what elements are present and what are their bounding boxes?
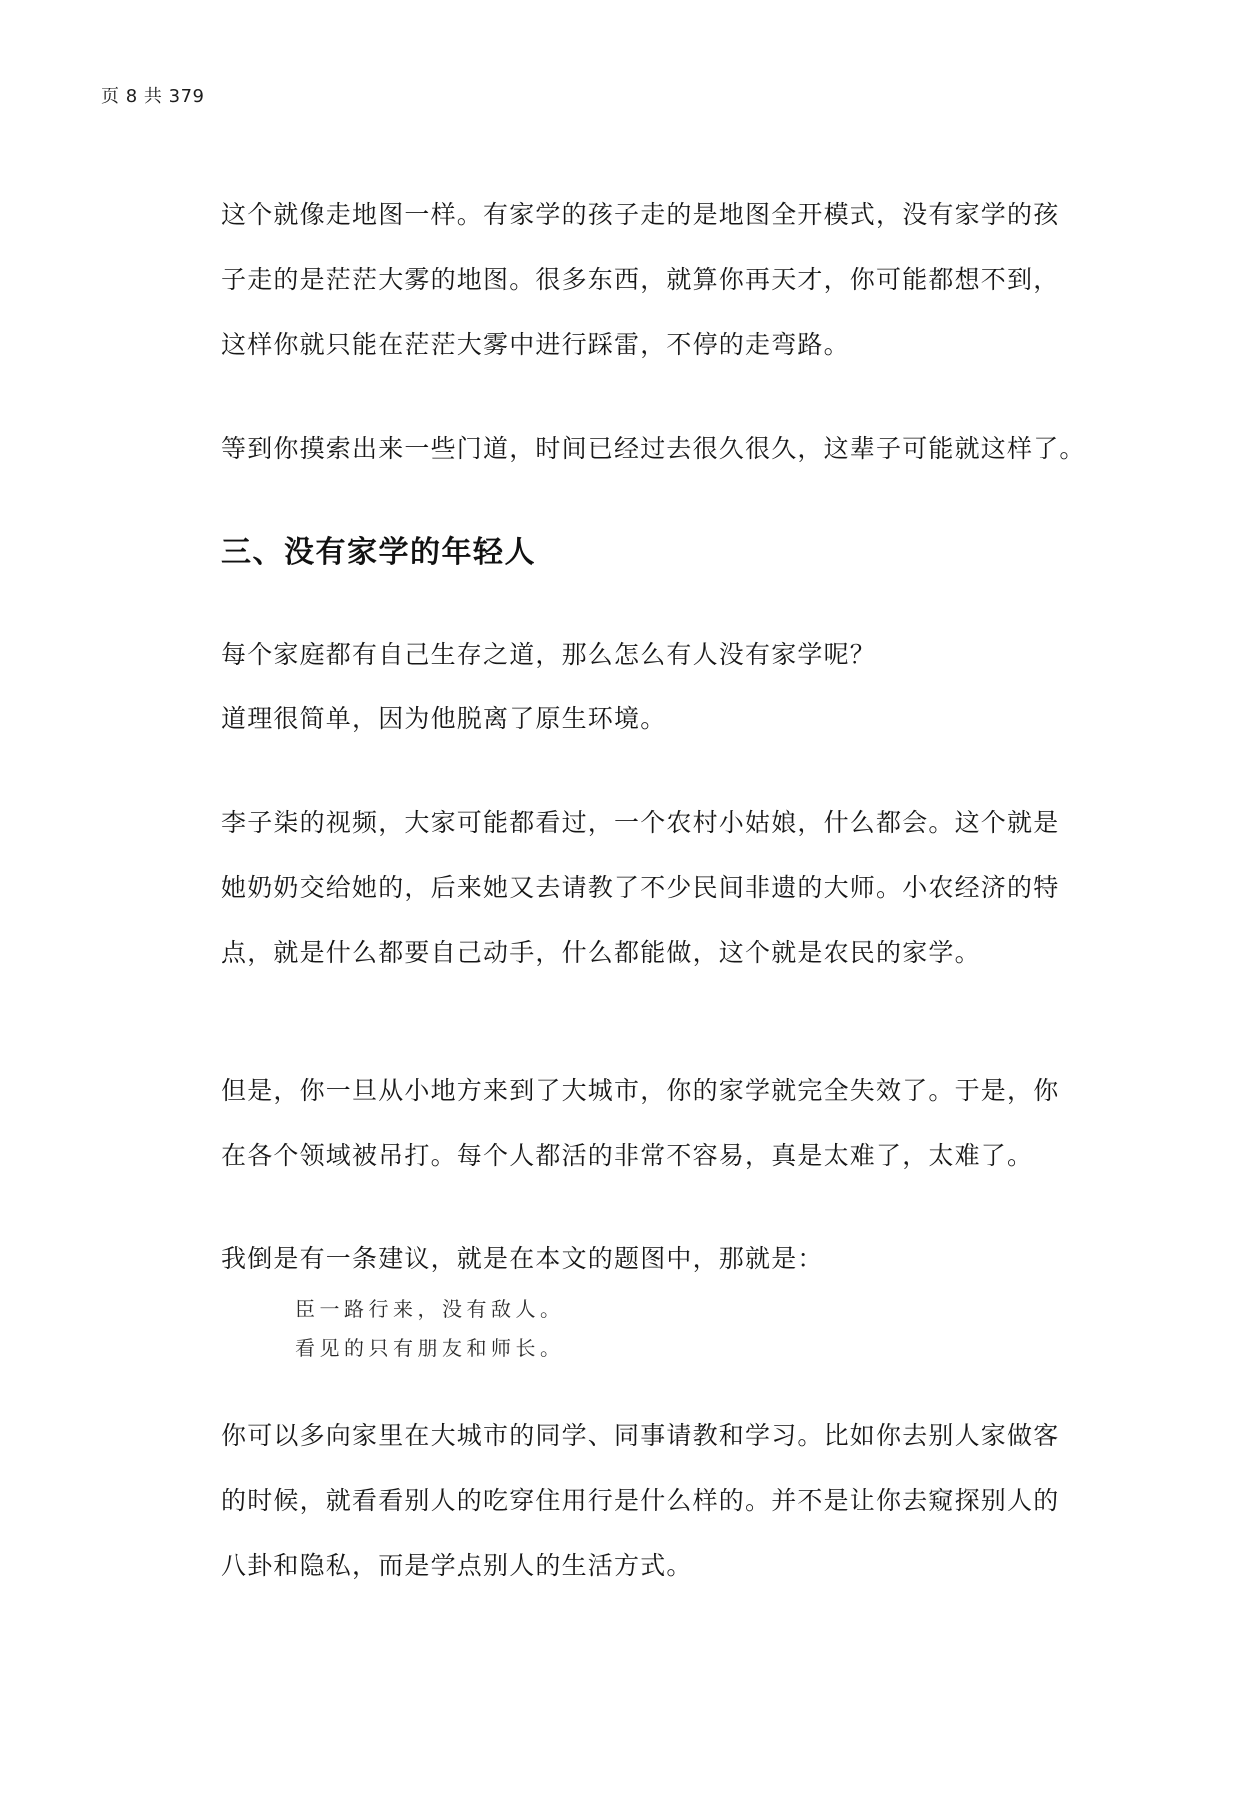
paragraph-line: 八卦和隐私，而是学点别人的生活方式。: [221, 1551, 693, 1580]
block-quote: [295, 1290, 565, 1368]
paragraph-line: 李子柒的视频，大家可能都看过，一个农村小姑娘，什么都会。这个就是: [221, 808, 1060, 837]
paragraph-li-ziqi-example: [221, 790, 1059, 985]
paragraph-line: 点，就是什么都要自己动手，什么都能做，这个就是农民的家学。: [221, 938, 981, 967]
page-number-label: 页 8 共 379: [101, 86, 205, 107]
quote-line: 看见的只有朋友和师长。: [295, 1336, 565, 1360]
paragraph-line: 这个就像走地图一样。有家学的孩子走的是地图全开模式，没有家学的孩: [221, 200, 1060, 229]
paragraph-line: 她奶奶交给她的，后来她又去请教了不少民间非遗的大师。小农经济的特: [221, 873, 1060, 902]
paragraph-line: 每个家庭都有自己生存之道，那么怎么有人没有家学呢？: [221, 640, 877, 669]
paragraph-big-city: [221, 1058, 1059, 1188]
paragraph-time-passed: [221, 416, 1086, 481]
paragraph-learn-from-others: [221, 1403, 1059, 1598]
paragraph-line: 的时候，就看看别人的吃穿住用行是什么样的。并不是让你去窥探别人的: [221, 1486, 1060, 1515]
paragraph-line: 道理很简单，因为他脱离了原生环境。: [221, 704, 667, 733]
paragraph-line: 你可以多向家里在大城市的同学、同事请教和学习。比如你去别人家做客: [221, 1421, 1060, 1450]
paragraph-line: 这样你就只能在茫茫大雾中进行踩雷，不停的走弯路。: [221, 330, 850, 359]
paragraph-suggestion-intro: [221, 1226, 824, 1291]
paragraph-map-analogy: [221, 182, 1059, 377]
paragraph-line: 子走的是茫茫大雾的地图。很多东西，就算你再天才，你可能都想不到，: [221, 265, 1060, 294]
section-heading: 三、没有家学的年轻人: [221, 535, 536, 570]
paragraph-line: 在各个领域被吊打。每个人都活的非常不容易，真是太难了，太难了。: [221, 1141, 1034, 1170]
paragraph-why-no-family-learning: [221, 623, 876, 751]
paragraph-line: 但是，你一旦从小地方来到了大城市，你的家学就完全失效了。于是，你: [221, 1076, 1060, 1105]
paragraph-line: 等到你摸索出来一些门道，时间已经过去很久很久，这辈子可能就这样了。: [221, 434, 1086, 463]
quote-line: 臣一路行来，没有敌人。: [295, 1297, 565, 1321]
paragraph-line: 我倒是有一条建议，就是在本文的题图中，那就是：: [221, 1244, 824, 1273]
